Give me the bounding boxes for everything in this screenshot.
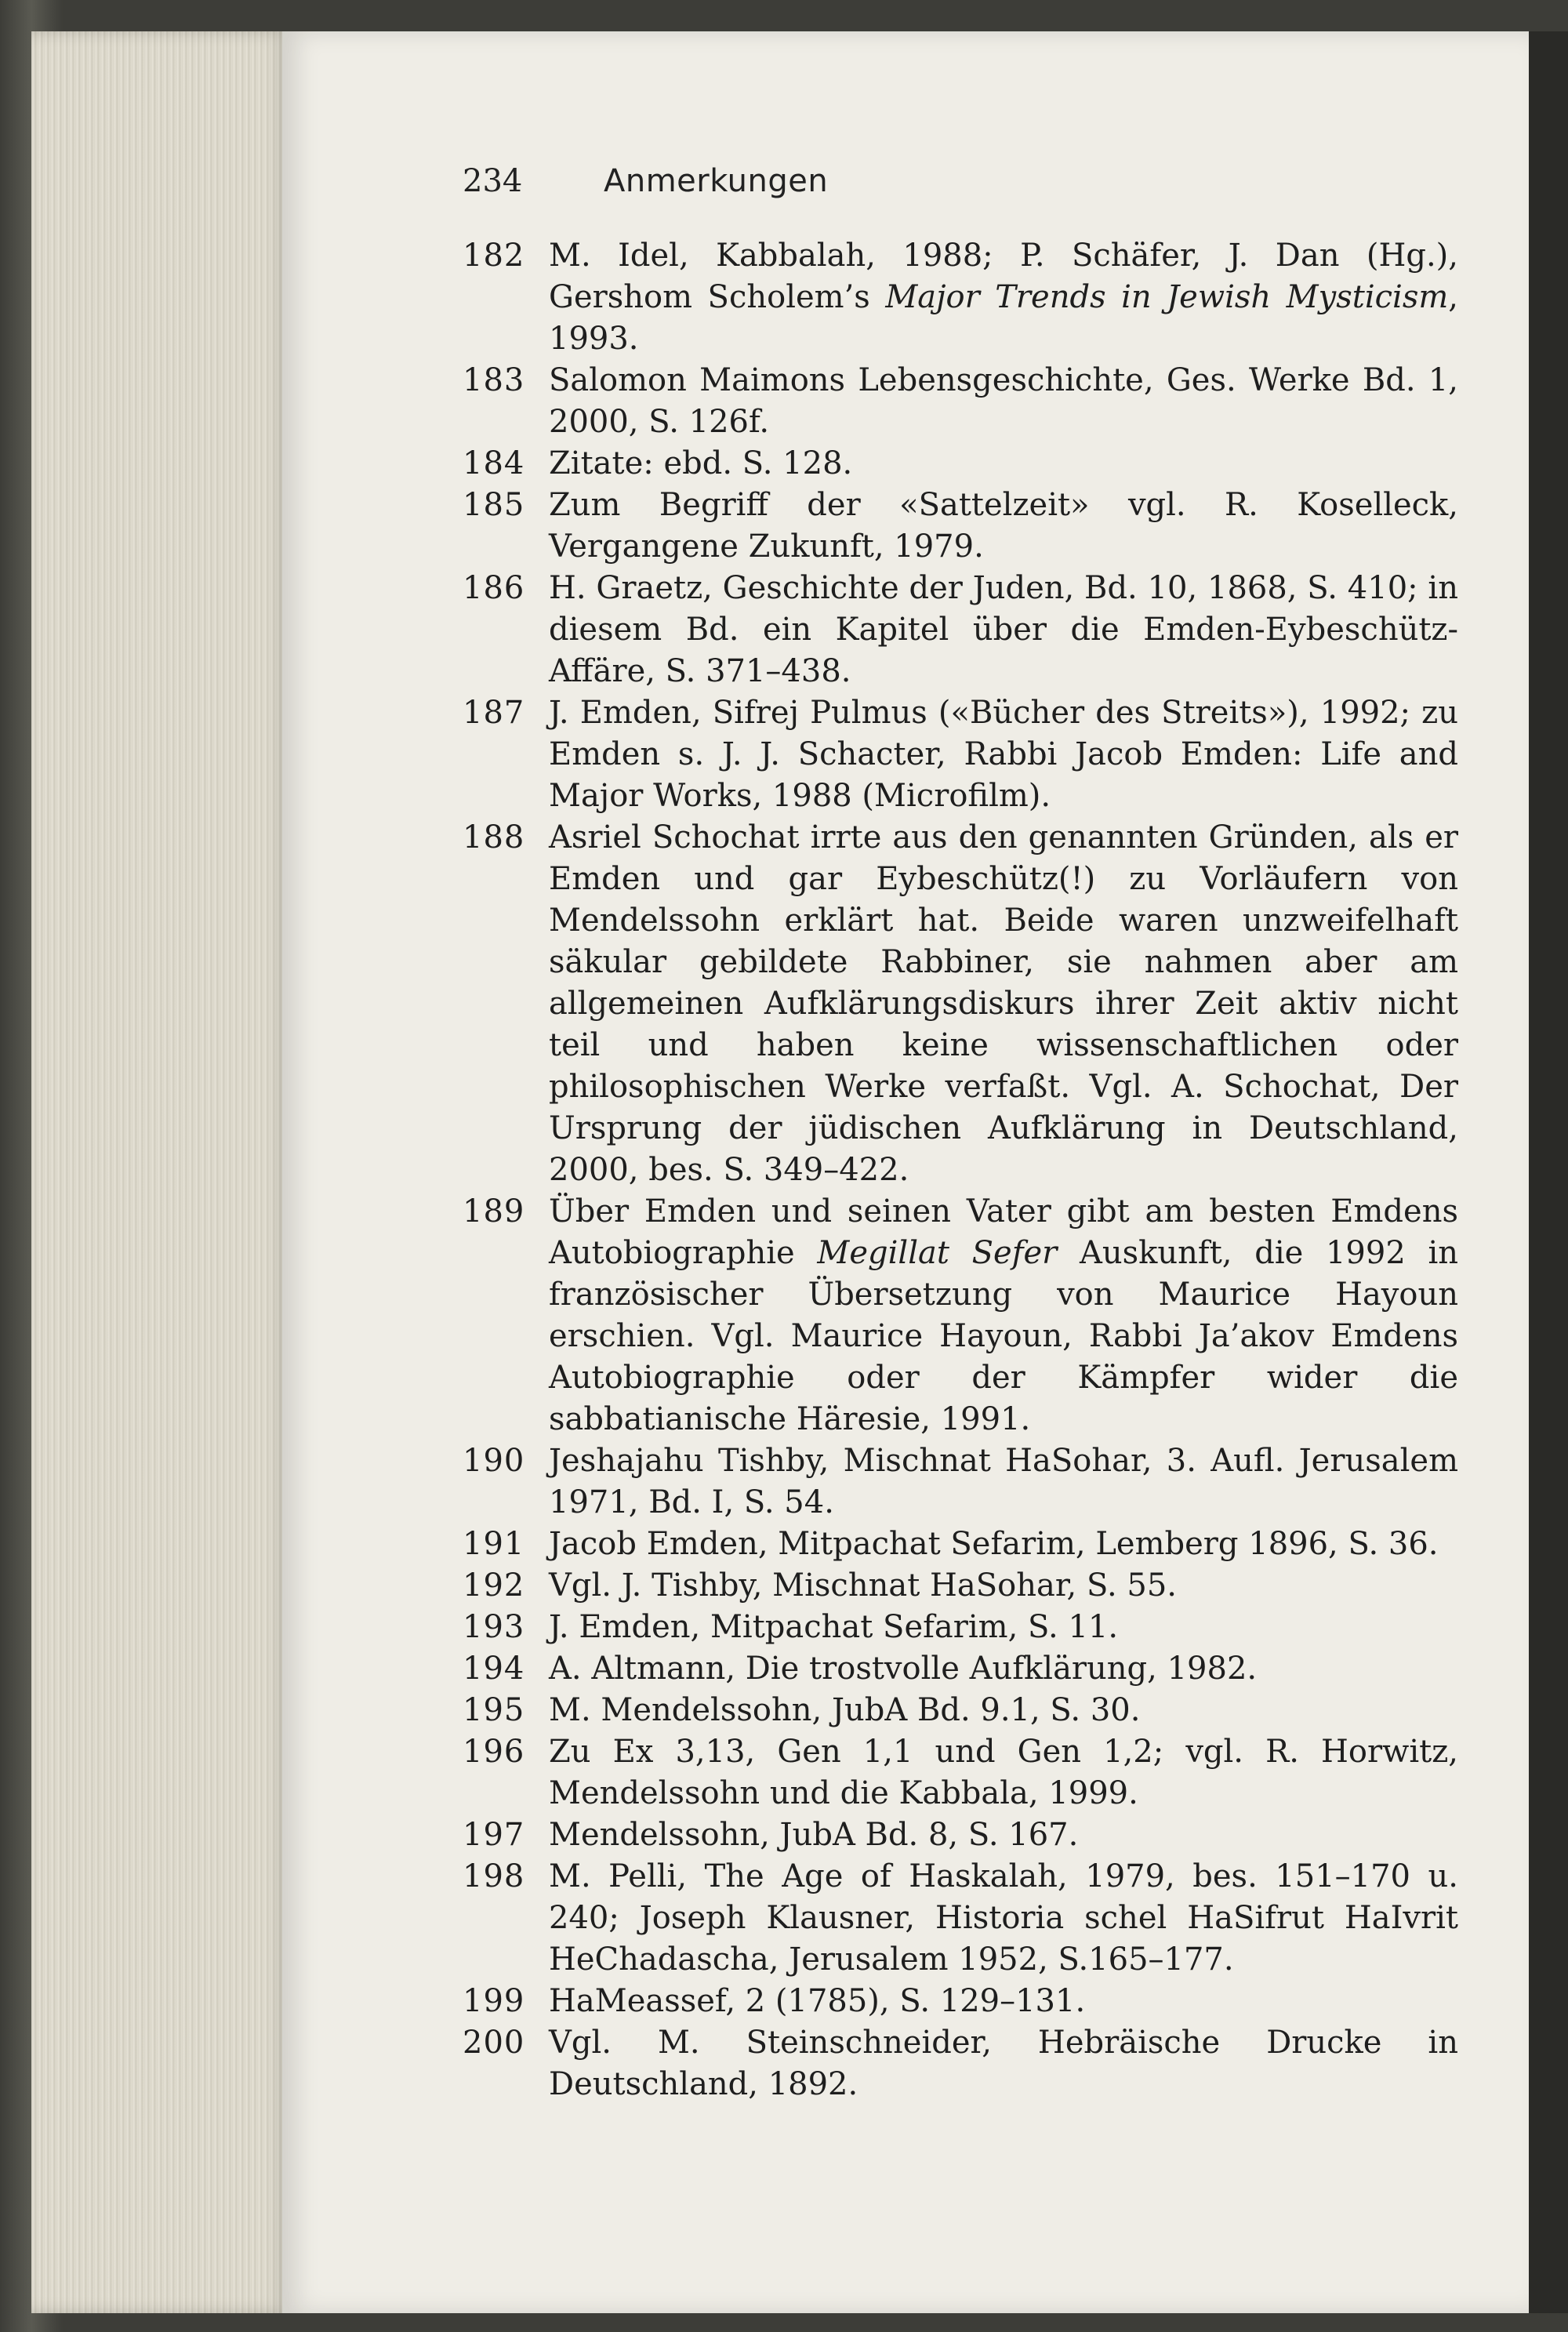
endnote-number: 187 — [463, 695, 525, 731]
endnote-text-segment: Vgl. M. Steinschneider, Hebräische Drucke in Deutschland, 1892. — [549, 2025, 1458, 2102]
endnote — [463, 2022, 1458, 2105]
endnote-text — [549, 692, 1458, 817]
endnote-text-segment: Asriel Schochat irrte aus den genannten Gründen, als er Emden und gar Eybeschütz(!) zu Vorläufern von Mendelssohn erklärt hat. Beide waren unzweifelhaft säkular gebildete Rabbiner, sie nahmen aber am allgemeinen Aufklärungsdiskurs ihrer Zeit aktiv nicht teil und haben keine wissenschaftlichen oder philosophischen Werke verfaßt. Vgl. A. Schochat, Der Ursprung der jüdischen Aufklärung in Deutschland, 2000, bes. S. 349–422. — [549, 819, 1458, 1188]
endnote-text-segment: Jacob Emden, Mitpachat Sefarim, Lemberg 1896, S. 36. — [549, 1526, 1439, 1562]
endnote-text-segment: M. Idel, Kabbalah, 1988; P. Schäfer, J. Dan (Hg.), Gershom Scholem’s — [549, 238, 1458, 315]
endnote-text-segment: HaMeassef, 2 (1785), S. 129–131. — [549, 1983, 1086, 2019]
endnote-text-segment: Salomon Maimons Lebensgeschichte, Ges. Werke Bd. 1, 2000, S. 126f. — [549, 362, 1458, 440]
endnote-text — [549, 1565, 1458, 1607]
endnote-number: 194 — [463, 1651, 525, 1687]
endnote-text — [549, 1690, 1458, 1731]
endnote — [463, 485, 1458, 568]
endnote-number: 191 — [463, 1526, 525, 1562]
scan-border — [1529, 31, 1568, 2313]
endnote-text-segment: Auskunft, die 1992 in französischer Übersetzung von Maurice Hayoun erschien. Vgl. Maurice Hayoun, Rabbi Ja’akov Emdens Autobiographie oder der Kämpfer wider die sabbatianische Häresie, 1991. — [549, 1235, 1459, 1437]
endnote-number: 197 — [463, 1817, 525, 1853]
endnote-text — [549, 817, 1458, 1191]
endnote-text — [549, 568, 1458, 692]
endnote — [463, 1690, 1458, 1731]
endnote-number: 183 — [463, 362, 525, 398]
endnote-text — [549, 235, 1458, 360]
endnote-number: 199 — [463, 1983, 525, 2019]
endnote-text-segment: H. Graetz, Geschichte der Juden, Bd. 10, 1868, S. 410; in diesem Bd. ein Kapitel über die Emden-Eybeschütz-Affäre, S. 371–438. — [549, 570, 1458, 689]
endnotes-list — [463, 235, 1458, 2105]
endnote — [463, 1981, 1458, 2022]
endnote-text — [549, 1856, 1458, 1981]
endnote-text — [549, 1648, 1458, 1690]
endnote — [463, 1731, 1458, 1814]
endnote-number: 188 — [463, 819, 525, 855]
endnote-number: 195 — [463, 1692, 525, 1728]
endnote-number: 193 — [463, 1609, 525, 1645]
page-number: 234 — [463, 163, 523, 199]
endnote — [463, 1814, 1458, 1856]
endnote-text-segment: Zu Ex 3,13, Gen 1,1 und Gen 1,2; vgl. R. Horwitz, Mendelssohn und die Kabbala, 1999. — [549, 1734, 1458, 1811]
endnote — [463, 1524, 1458, 1565]
endnote-title-italic: Major Trends in Jewish Mysticism — [885, 279, 1449, 315]
endnote — [463, 568, 1458, 692]
endnote-text — [549, 1607, 1458, 1648]
endnote — [463, 235, 1458, 360]
endnote-text-segment: J. Emden, Sifrej Pulmus («Bücher des Streits»), 1992; zu Emden s. J. J. Schacter, Rabbi Jacob Emden: Life and Major Works, 1988 (Microfilm). — [549, 695, 1458, 814]
endnote-text — [549, 1731, 1458, 1814]
endnote-text-segment: M. Pelli, The Age of Haskalah, 1979, bes. 151–170 u. 240; Joseph Klausner, Historia schel HaSifrut HaIvrit HeChadascha, Jerusalem 1952, S.165–177. — [549, 1858, 1458, 1978]
endnote — [463, 1440, 1458, 1524]
endnote — [463, 1565, 1458, 1607]
endnote-text-segment: Über Emden und seinen Vater gibt am besten Emdens Autobiographie — [549, 1193, 1458, 1271]
running-title: Anmerkungen — [604, 163, 829, 199]
endnote-text-segment: Zitate: ebd. S. 128. — [549, 445, 853, 481]
page-header — [463, 163, 828, 210]
endnote-text-segment: , 1993. — [549, 279, 1458, 357]
endnote — [463, 443, 1458, 485]
endnote-text-segment: J. Emden, Mitpachat Sefarim, S. 11. — [549, 1609, 1119, 1645]
endnote-text-segment: Mendelssohn, JubA Bd. 8, S. 167. — [549, 1817, 1079, 1853]
endnote-text-segment: Zum Begriff der «Sattelzeit» vgl. R. Koselleck, Vergangene Zukunft, 1979. — [549, 487, 1458, 565]
book-page-edges — [31, 31, 290, 2313]
endnote-text — [549, 1814, 1458, 1856]
endnote-text — [549, 443, 1458, 485]
endnote-text-segment: Jeshajahu Tishby, Mischnat HaSohar, 3. Aufl. Jerusalem 1971, Bd. I, S. 54. — [549, 1443, 1458, 1520]
endnote — [463, 1607, 1458, 1648]
endnote-title-italic: Megillat Sefer — [817, 1235, 1058, 1271]
endnote-number: 186 — [463, 570, 525, 606]
endnote-number: 190 — [463, 1443, 525, 1479]
endnote-text — [549, 360, 1458, 443]
endnote-number: 198 — [463, 1858, 525, 1894]
endnote-text-segment: A. Altmann, Die trostvolle Aufklärung, 1982. — [549, 1651, 1258, 1687]
endnote-number: 185 — [463, 487, 525, 523]
endnote — [463, 817, 1458, 1191]
endnote-text-segment: M. Mendelssohn, JubA Bd. 9.1, S. 30. — [549, 1692, 1141, 1728]
endnote-text — [549, 485, 1458, 568]
endnote-number: 200 — [463, 2025, 525, 2061]
endnote-number: 184 — [463, 445, 525, 481]
endnote-text — [549, 1440, 1458, 1524]
endnote-number: 189 — [463, 1193, 525, 1230]
endnote — [463, 1856, 1458, 1981]
endnote — [463, 692, 1458, 817]
endnote — [463, 360, 1458, 443]
endnote-text — [549, 1524, 1458, 1565]
endnote-number: 192 — [463, 1567, 525, 1604]
endnote-text — [549, 1191, 1458, 1440]
endnote — [463, 1191, 1458, 1440]
endnote — [463, 1648, 1458, 1690]
endnote-text-segment: Vgl. J. Tishby, Mischnat HaSohar, S. 55. — [549, 1567, 1177, 1604]
endnote-number: 196 — [463, 1734, 525, 1770]
endnote-text — [549, 1981, 1458, 2022]
endnote-text — [549, 2022, 1458, 2105]
endnote-number: 182 — [463, 238, 525, 274]
